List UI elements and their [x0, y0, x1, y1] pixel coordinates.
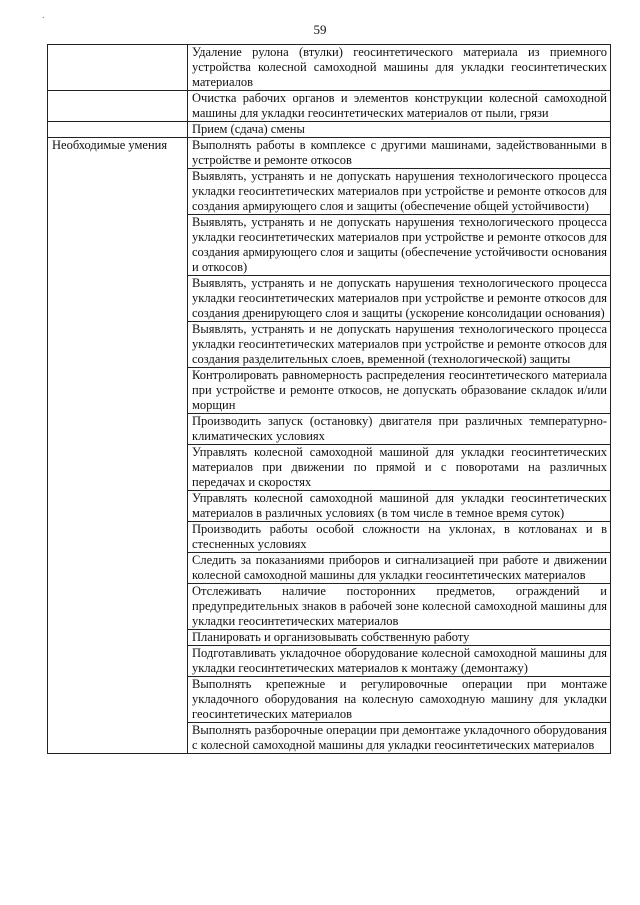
skill-cell: Выявлять, устранять и не допускать нарушения технологического процесса укладки геосинтетических материалов при устройстве и ремонте откосов для создания дренирующего слоя и защиты (ускорение консолидации основания) — [188, 276, 611, 322]
label-cell-empty — [48, 45, 188, 91]
skill-cell: Выявлять, устранять и не допускать нарушения технологического процесса укладки геосинтетических материалов при устройстве и ремонте откосов для создания разделительных слоев, временной (технологической) защиты — [188, 322, 611, 368]
skill-cell: Управлять колесной самоходной машиной для укладки геосинтетических материалов при движении по прямой и с поворотами на различных передачах и скоростях — [188, 445, 611, 491]
skill-cell: Следить за показаниями приборов и сигнализацией при работе и движении колесной самоходной машины для укладки геосинтетических материалов — [188, 553, 611, 584]
skill-cell: Выявлять, устранять и не допускать нарушения технологического процесса укладки геосинтетических материалов при устройстве и ремонте откосов для создания армирующего слоя и защиты (обеспечение устойчивости основания и откосов) — [188, 215, 611, 276]
competency-table — [47, 44, 611, 754]
action-cell: Удаление рулона (втулки) геосинтетического материала из приемного устройства колесной самоходной машины для укладки геосинтетических материалов — [188, 45, 611, 91]
label-cell-empty — [48, 91, 188, 122]
skill-cell: Подготавливать укладочное оборудование колесной самоходной машины для укладки геосинтетических материалов к монтажу (демонтажу) — [188, 646, 611, 677]
table-row — [48, 45, 611, 91]
skills-label-cell: Необходимые умения — [48, 138, 188, 754]
table-row — [48, 91, 611, 122]
page-number: 59 — [313, 22, 327, 37]
skill-cell: Отслеживать наличие посторонних предметов, ограждений и предупредительных знаков в рабочей зоне колесной самоходной машины для укладки геосинтетических материалов — [188, 584, 611, 630]
skill-cell: Планировать и организовывать собственную работу — [188, 630, 611, 646]
skill-cell: Выполнять разборочные операции при демонтаже укладочного оборудования с колесной самоходной машины для укладки геосинтетических материалов — [188, 723, 611, 754]
skill-cell: Управлять колесной самоходной машиной для укладки геосинтетических материалов в различных условиях (в том числе в темное время суток) — [188, 491, 611, 522]
skill-cell: Выявлять, устранять и не допускать нарушения технологического процесса укладки геосинтетических материалов при устройстве и ремонте откосов для создания армирующего слоя и защиты (обеспечение общей устойчивости) — [188, 169, 611, 215]
action-cell: Прием (сдача) смены — [188, 122, 611, 138]
skill-cell: Выполнять работы в комплексе с другими машинами, задействованными в устройстве и ремонте откосов — [188, 138, 611, 169]
skill-cell: Производить запуск (остановку) двигателя при различных температурно-климатических условиях — [188, 414, 611, 445]
table-row — [48, 138, 611, 169]
skill-cell: Выполнять крепежные и регулировочные операции при монтаже укладочного оборудования на колесную самоходную машину для укладки геосинтетических материалов — [188, 677, 611, 723]
label-cell-empty — [48, 122, 188, 138]
scan-mark: . — [42, 10, 45, 21]
skill-cell: Производить работы особой сложности на уклонах, в котлованах и в стесненных условиях — [188, 522, 611, 553]
action-cell: Очистка рабочих органов и элементов конструкции колесной самоходной машины для укладки геосинтетических материалов от пыли, грязи — [188, 91, 611, 122]
table-row — [48, 122, 611, 138]
skill-cell: Контролировать равномерность распределения геосинтетического материала при устройстве и ремонте откосов, не допускать образование складок и/или морщин — [188, 368, 611, 414]
